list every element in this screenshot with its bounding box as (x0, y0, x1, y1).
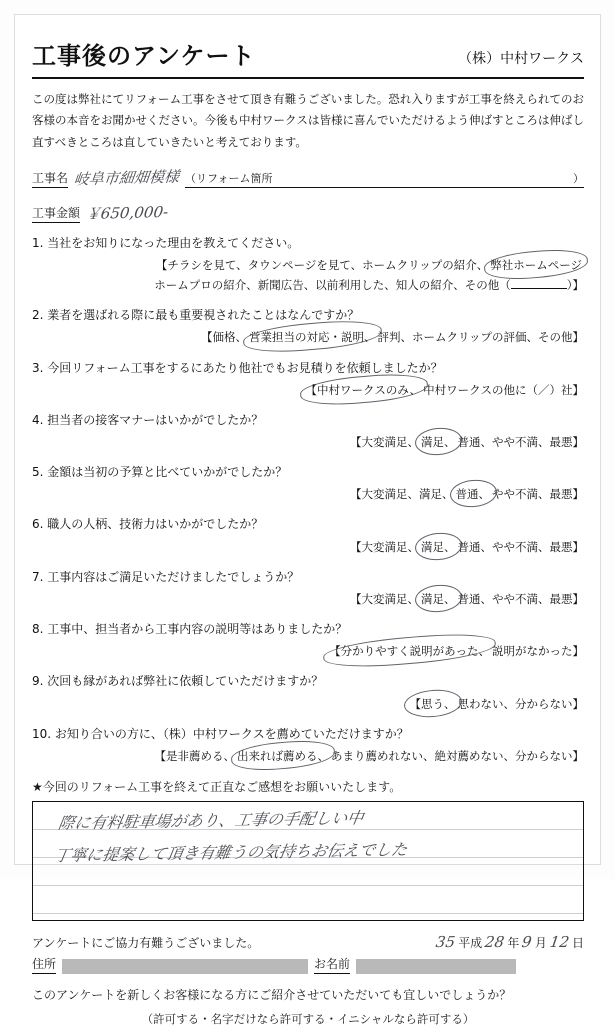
q5-option-somewhat-dissatisfied[interactable]: やや不満、 (492, 487, 550, 502)
option-homeclip-rating[interactable]: ホームクリップの評価、 (411, 330, 538, 345)
q8-option-clear-explanation[interactable]: 【分かりやすく説明があった、 (327, 641, 492, 661)
q5-option-satisfied[interactable]: 満足、 (419, 487, 454, 502)
question-10-options (32, 746, 584, 766)
question-7-options (32, 589, 584, 609)
q5-option-worst[interactable]: 最悪】 (549, 487, 584, 502)
work-name-field[interactable] (32, 167, 584, 188)
question-9-number: 9. (32, 674, 44, 689)
question-7 (32, 568, 584, 609)
paper-sheet (14, 14, 601, 1027)
question-9-options (32, 694, 584, 714)
month-value: 9 (521, 933, 534, 952)
q10-option-not-really[interactable]: あまり薦めれない、 (331, 748, 435, 763)
question-4-number: 4. (32, 412, 44, 427)
work-name-value: 岐阜市細畑模様 (72, 167, 181, 189)
question-1-options (32, 255, 584, 295)
date-row[interactable] (436, 933, 584, 951)
year-unit: 年 (507, 936, 520, 951)
question-8-text: 工事中、担当者から工事内容の説明等はありましたか？ (47, 622, 348, 637)
company-name: （株）中村ワークス (458, 51, 584, 67)
option-other-open[interactable]: その他（ (464, 278, 511, 293)
question-1 (32, 234, 584, 295)
work-name-underline[interactable] (272, 172, 573, 188)
option-own-homepage[interactable]: 弊社ホームページ (488, 255, 584, 275)
intro-paragraph: この度は弊社にてリフォーム工事をさせて頂き有難うございました。恐れ入りますが工事を終えられてのお客様の本音をお聞かせください。今後も中村ワークスは皆様に喜んでいただけるよう伸ばすところは伸ばし直すべきところは直していきたいと考えております。 (32, 92, 584, 149)
footer-thanks-row (32, 933, 584, 951)
question-5-number: 5. (32, 465, 44, 480)
question-1-text: 当社をお知りになった理由を教えてください。 (47, 235, 300, 250)
year-value: 28 (483, 933, 506, 952)
q9-option-unknown[interactable]: 分からない】 (515, 696, 584, 711)
question-4-options (32, 432, 584, 452)
q4-option-somewhat-dissatisfied[interactable]: やや不満、 (492, 435, 550, 450)
q8-option-no-explanation[interactable]: 説明がなかった】 (492, 644, 584, 659)
question-10-number: 10. (32, 726, 52, 741)
q4-option-worst[interactable]: 最悪】 (549, 435, 584, 450)
question-4-text: 担当者の接客マナーはいかがでしたか？ (47, 412, 264, 427)
question-7-number: 7. (32, 569, 44, 584)
q7-option-worst[interactable]: 最悪】 (549, 591, 584, 606)
title-divider (32, 77, 584, 79)
work-name-paren-close: ） (573, 170, 584, 188)
free-comment-line-1: 際に有料駐車場があり、工事の手配しい中 (56, 808, 365, 833)
question-3-text: 今回リフォーム工事をするにあたり他社でもお見積りを依頼しましたか？ (47, 360, 443, 375)
option-reputation[interactable]: 評判、 (377, 330, 412, 345)
question-3 (32, 359, 584, 400)
option-other[interactable]: その他】 (538, 330, 584, 345)
day-value: 12 (548, 933, 571, 952)
work-name-paren-open: （リフォーム箇所 (185, 170, 272, 188)
option-sales-response[interactable]: 営業担当の対応・説明、 (247, 327, 378, 347)
question-7-text: 工事内容はご満足いただけましたでしょうか？ (47, 569, 300, 584)
option-nakamura-only[interactable]: 【中村ワークスのみ、 (304, 380, 424, 400)
work-name-label: 工事名 (32, 169, 68, 188)
option-flyer[interactable]: 【チラシを見て、 (155, 257, 248, 272)
question-10-text: お知り合いの方に、（株）中村ワークスを薦めていただけますか？ (54, 726, 409, 741)
address-name-row (32, 955, 584, 974)
q7-option-somewhat-dissatisfied[interactable]: やや不満、 (492, 591, 550, 606)
question-6-options (32, 537, 584, 557)
free-comment-box[interactable] (32, 801, 584, 921)
document-header (32, 24, 584, 71)
question-8 (32, 620, 584, 661)
question-4 (32, 411, 584, 452)
option-price[interactable]: 【価格、 (200, 330, 247, 345)
q9-option-yes[interactable]: 【思う、 (408, 694, 458, 714)
q6-option-satisfied[interactable]: 満足、 (419, 537, 458, 557)
option-other-blank[interactable] (511, 288, 567, 289)
option-companies-close: ）社】 (549, 382, 584, 397)
q6-option-worst[interactable]: 最悪】 (549, 539, 584, 554)
q4-option-satisfied[interactable]: 満足、 (419, 432, 458, 452)
question-3-number: 3. (32, 360, 44, 375)
q5-option-normal[interactable]: 普通、 (454, 484, 493, 504)
option-homepro[interactable]: ホームプロの紹介、 (154, 278, 258, 293)
q7-option-satisfied[interactable]: 満足、 (419, 589, 458, 609)
question-2-number: 2. (32, 308, 44, 323)
address-redaction (62, 959, 308, 974)
day-unit: 日 (571, 936, 584, 951)
q4-option-normal[interactable]: 普通、 (457, 435, 492, 450)
question-2-text: 業者を選ばれる際に最も重要視されたことはなんですか？ (47, 308, 360, 323)
q10-option-never[interactable]: 絶対薦めない、 (434, 748, 515, 763)
name-redaction (356, 959, 516, 974)
option-previous-use[interactable]: 以前利用した、 (315, 278, 396, 293)
option-newspaper-ad[interactable]: 新聞広告、 (257, 278, 316, 293)
q10-option-strongly-recommend[interactable]: 【是非薦める、 (154, 748, 235, 763)
question-2-options (32, 327, 584, 347)
work-amount-label: 工事金額 (32, 204, 80, 223)
question-3-options (32, 380, 584, 400)
option-other-close: ）】 (566, 278, 584, 293)
address-label: 住所 (32, 955, 56, 974)
question-1-number: 1. (32, 235, 44, 250)
option-other-companies[interactable]: 中村ワークスの他に（ (423, 382, 538, 397)
consent-question: このアンケートを新しくお客様になる方にご紹介させていただいても宜しいでしょうか？ (32, 988, 512, 1003)
question-8-number: 8. (32, 622, 44, 637)
footer-thanks: アンケートにご協力有難うございました。 (32, 936, 260, 951)
q6-option-normal[interactable]: 普通、 (457, 539, 492, 554)
option-townpage[interactable]: タウンページを見て、 (247, 257, 363, 272)
question-10 (32, 725, 584, 766)
q6-option-very-satisfied[interactable]: 【大変満足、 (350, 539, 419, 554)
free-comment-prompt: ★今回のリフォーム工事を終えて正直なご感想をお願いいたします。 (32, 780, 402, 795)
q7-option-very-satisfied[interactable]: 【大変満足、 (350, 591, 419, 606)
question-8-options (32, 641, 584, 661)
q7-option-normal[interactable]: 普通、 (457, 591, 492, 606)
q10-option-would-recommend[interactable]: 出来れば薦める、 (235, 746, 331, 766)
date-handwritten-mark: 35 (434, 933, 457, 952)
sheet-content (32, 24, 584, 1027)
question-6-number: 6. (32, 517, 44, 532)
name-label: お名前 (314, 955, 350, 974)
work-amount-value: ￥650,000- (84, 202, 170, 223)
option-slash: ／ (538, 382, 550, 397)
month-unit: 月 (534, 936, 547, 951)
era-label: 平成 (458, 936, 483, 951)
page-title: 工事後のアンケート (32, 42, 256, 70)
question-6 (32, 515, 584, 556)
question-5-options (32, 484, 584, 504)
option-acquaintance[interactable]: 知人の紹介、 (395, 278, 465, 293)
free-comment-line-2: 丁寧に提案して頂き有難うの気持ちお伝えでした (52, 839, 409, 866)
question-9 (32, 672, 584, 713)
consent-options[interactable]: （許可する・名字だけなら許可する・イニシャルなら許可する） (141, 1012, 475, 1027)
q5-option-very-satisfied[interactable]: 【大変満足、 (350, 487, 419, 502)
question-6-text: 職人の人柄、技術力はいかがでしたか？ (47, 517, 264, 532)
q9-option-no[interactable]: 思わない、 (457, 696, 515, 711)
question-2 (32, 306, 584, 347)
question-9-text: 次回も縁があれば弊社に依頼していただけますか？ (47, 674, 324, 689)
work-amount-field[interactable] (32, 202, 584, 223)
question-5-text: 金額は当初の予算と比べていかがでしたか？ (47, 465, 288, 480)
q4-option-very-satisfied[interactable]: 【大変満足、 (350, 435, 419, 450)
question-5 (32, 463, 584, 504)
option-homeclip[interactable]: ホームクリップの紹介、 (362, 257, 489, 272)
q6-option-somewhat-dissatisfied[interactable]: やや不満、 (492, 539, 550, 554)
q10-option-unknown[interactable]: 分からない】 (515, 748, 584, 763)
